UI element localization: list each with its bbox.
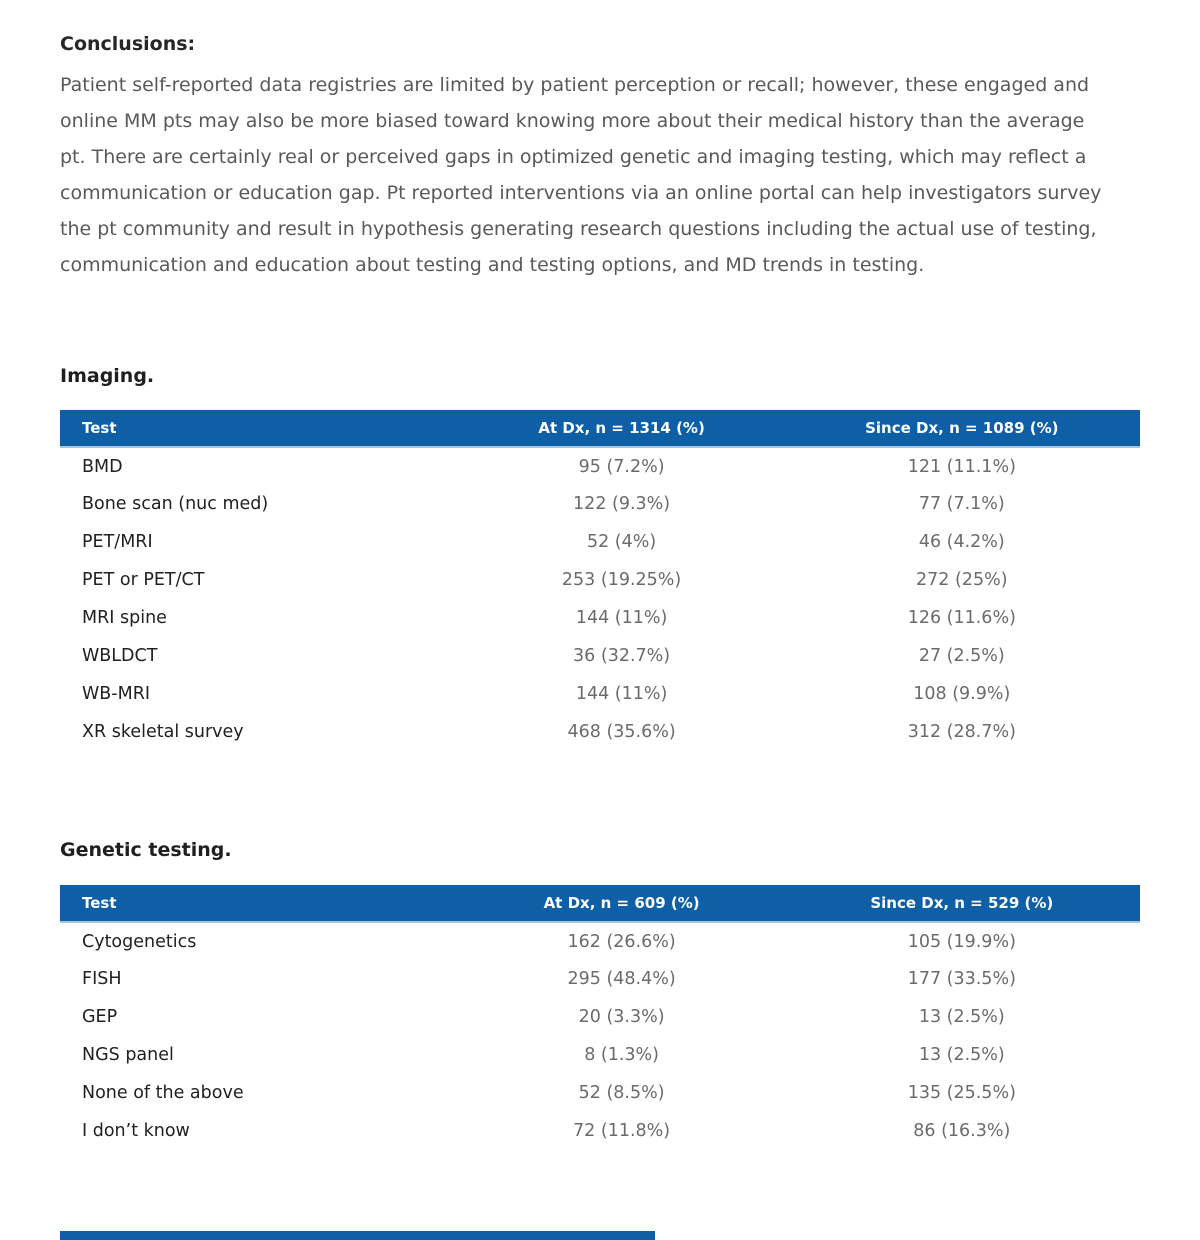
imaging-col-test: Test	[60, 410, 460, 447]
test-name: PET/MRI	[82, 532, 153, 552]
table-row	[60, 637, 1140, 675]
since-dx-value: 177 (33.5%)	[907, 969, 1016, 989]
table-row	[60, 1036, 1140, 1074]
table-row	[60, 447, 1140, 485]
test-name: Bone scan (nuc med)	[82, 494, 269, 514]
imaging-section-title: Imaging.	[60, 365, 155, 387]
at-dx-value: 144 (11%)	[575, 608, 668, 628]
cutoff-table-header-bar	[60, 1231, 655, 1240]
test-name: BMD	[82, 456, 123, 477]
genetic-col-test: Test	[60, 885, 460, 922]
at-dx-value: 52 (4%)	[586, 532, 657, 552]
at-dx-value: 253 (19.25%)	[561, 570, 682, 590]
genetic-table-header-row	[60, 885, 1140, 922]
test-name: FISH	[82, 969, 122, 989]
since-dx-value: 77 (7.1%)	[918, 494, 1005, 514]
imaging-table-header-row	[60, 410, 1140, 447]
table-row	[60, 523, 1140, 561]
conclusions-heading: Conclusions:	[60, 33, 196, 55]
at-dx-value: 295 (48.4%)	[567, 969, 676, 989]
since-dx-value: 312 (28.7%)	[907, 722, 1016, 742]
table-row	[60, 1112, 1140, 1150]
table-row	[60, 1074, 1140, 1112]
at-dx-value: 52 (8.5%)	[578, 1083, 665, 1103]
at-dx-value: 122 (9.3%)	[573, 494, 671, 514]
since-dx-value: 126 (11.6%)	[907, 608, 1016, 628]
table-row	[60, 599, 1140, 637]
imaging-col-at-dx: At Dx, n = 1314 (%)	[460, 410, 784, 447]
at-dx-value: 144 (11%)	[575, 684, 668, 704]
since-dx-value: 13 (2.5%)	[918, 1007, 1005, 1027]
test-name: GEP	[82, 1007, 118, 1027]
table-row	[60, 485, 1140, 523]
test-name: I don’t know	[82, 1121, 190, 1141]
since-dx-value: 13 (2.5%)	[918, 1045, 1005, 1065]
test-name: NGS panel	[82, 1045, 174, 1065]
table-row	[60, 960, 1140, 998]
table-row	[60, 922, 1140, 960]
test-name: XR skeletal survey	[82, 722, 244, 742]
imaging-table	[60, 410, 1140, 751]
at-dx-value: 36 (32.7%)	[573, 646, 671, 666]
table-row	[60, 561, 1140, 599]
at-dx-value: 72 (11.8%)	[573, 1121, 671, 1141]
at-dx-value: 20 (3.3%)	[578, 1007, 665, 1027]
at-dx-value: 468 (35.6%)	[567, 722, 676, 742]
table-row	[60, 713, 1140, 751]
since-dx-value: 272 (25%)	[916, 570, 1008, 590]
test-name: PET or PET/CT	[82, 570, 205, 590]
test-name: WB-MRI	[82, 684, 151, 704]
since-dx-value: 46 (4.2%)	[918, 532, 1005, 552]
test-name: None of the above	[82, 1083, 244, 1103]
table-row	[60, 998, 1140, 1036]
imaging-col-since-dx: Since Dx, n = 1089 (%)	[784, 410, 1140, 447]
since-dx-value: 121 (11.1%)	[907, 456, 1016, 477]
at-dx-value: 95 (7.2%)	[578, 456, 665, 477]
at-dx-value: 8 (1.3%)	[584, 1045, 659, 1065]
conclusions-paragraph: Patient self-reported data registries are limited by patient perception or recall; however, these engaged and online MM pts may also be more biased toward knowing more about their medical history than the average pt. There are certainly real or perceived gaps in optimized genetic and imaging testing, which may reflect a communication or education gap. Pt reported interventions via an online portal can help investigators survey the pt community and result in hypothesis generating research questions including the actual use of testing, communication and education about testing and testing options, and MD trends in testing.	[60, 74, 1102, 276]
genetic-col-at-dx: At Dx, n = 609 (%)	[460, 885, 784, 922]
since-dx-value: 27 (2.5%)	[918, 646, 1005, 666]
since-dx-value: 135 (25.5%)	[907, 1083, 1016, 1103]
at-dx-value: 162 (26.6%)	[567, 931, 676, 952]
table-row	[60, 675, 1140, 713]
since-dx-value: 105 (19.9%)	[907, 931, 1016, 952]
since-dx-value: 108 (9.9%)	[913, 684, 1011, 704]
genetic-section-title: Genetic testing.	[60, 839, 232, 861]
genetic-table	[60, 885, 1140, 1150]
test-name: WBLDCT	[82, 646, 158, 666]
test-name: Cytogenetics	[82, 931, 197, 952]
since-dx-value: 86 (16.3%)	[913, 1121, 1011, 1141]
genetic-col-since-dx: Since Dx, n = 529 (%)	[784, 885, 1140, 922]
test-name: MRI spine	[82, 608, 167, 628]
